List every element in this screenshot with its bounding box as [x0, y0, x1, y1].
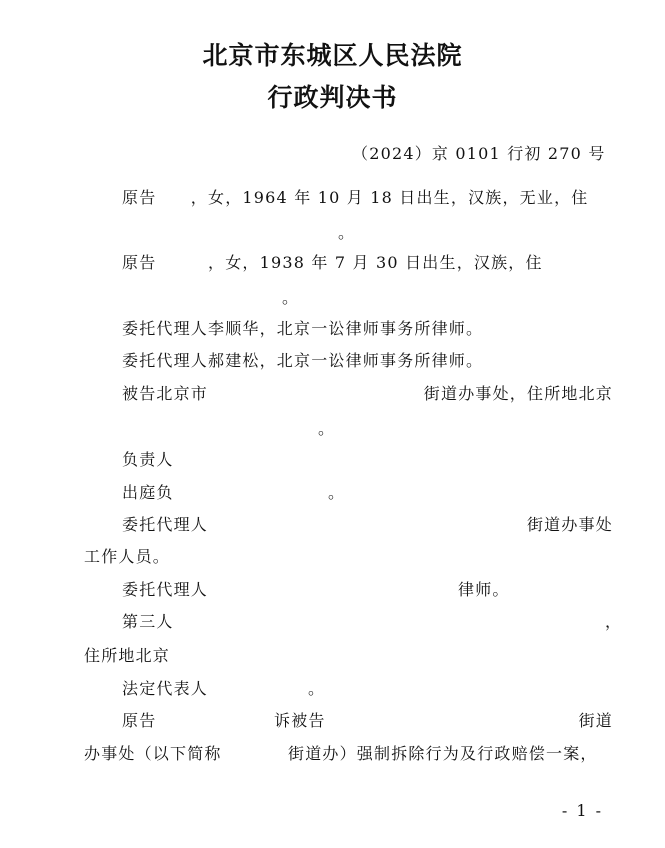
plaintiff-2-address-end: 。 [282, 288, 300, 307]
plaintiff-1-address-end: 。 [338, 223, 356, 242]
case-summary-continuation-end: 街道办）强制拆除行为及行政赔偿一案， [288, 744, 598, 763]
responsible-person-line: 负责人 [122, 450, 174, 469]
legal-representative-end: 。 [308, 679, 326, 698]
document-type-title: 行政判决书 [267, 83, 398, 112]
page-number: - 1 - [561, 801, 603, 820]
third-party-line-start: 第三人 [122, 612, 174, 631]
agent-4-line-start: 委托代理人 [122, 580, 209, 599]
defendant-address-end: 。 [318, 419, 336, 438]
case-summary-defendant: 诉被告 [274, 711, 326, 730]
case-summary-plaintiff: 原告 [122, 711, 157, 730]
defendant-line-end: 街道办事处，住所地北京 [423, 384, 613, 403]
agent-3-line-start: 委托代理人 [122, 515, 209, 534]
plaintiff-2-line: 原告 ，女，1938 年 7 月 30 日出生，汉族，住 [122, 253, 543, 272]
defendant-line-start: 被告北京市 [122, 384, 209, 403]
plaintiff-1-line: 原告 ，女，1964 年 10 月 18 日出生，汉族，无业，住 [122, 188, 589, 207]
case-summary-street: 街道 [578, 711, 613, 730]
legal-representative-line: 法定代表人 [122, 679, 209, 698]
agent-4-line-end: 律师。 [458, 580, 510, 599]
third-party-address: 住所地北京 [84, 646, 171, 665]
third-party-line-end: ， [605, 612, 623, 631]
court-appearance-end: 。 [328, 483, 346, 502]
agent-3-line-end: 街道办事处 [526, 515, 613, 534]
agent-3-continuation: 工作人员。 [84, 547, 171, 566]
court-appearance-line: 出庭负 [122, 483, 174, 502]
agent-hao-line: 委托代理人郝建松，北京一讼律师事务所律师。 [122, 351, 484, 370]
case-number: （2024）京 0101 行初 270 号 [352, 144, 606, 163]
case-summary-continuation-start: 办事处（以下简称 [84, 744, 222, 763]
agent-li-line: 委托代理人李顺华，北京一讼律师事务所律师。 [122, 319, 484, 338]
court-name-title: 北京市东城区人民法院 [202, 41, 463, 70]
